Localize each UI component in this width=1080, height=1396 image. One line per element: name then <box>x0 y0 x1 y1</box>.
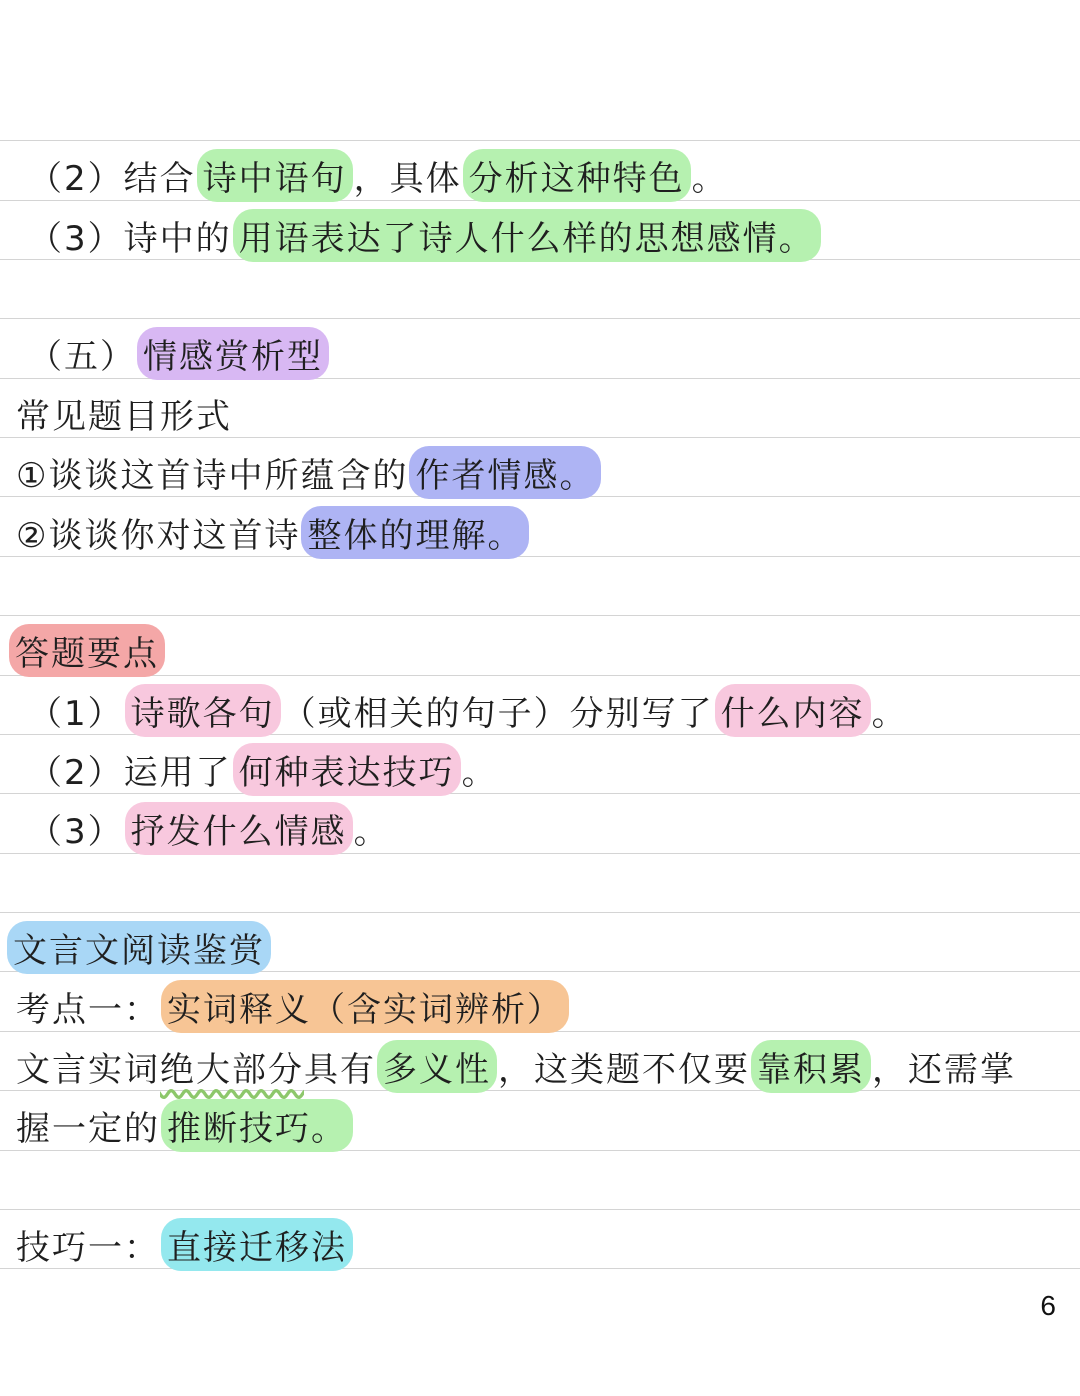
line-prefix: （3）诗中的 <box>28 219 232 259</box>
tip-1 <box>0 1215 1080 1274</box>
line-text: ②谈谈你对这首诗 <box>16 516 301 556</box>
line-text: 。 <box>691 159 728 199</box>
question-2 <box>0 503 1080 562</box>
highlight-sky: 文言文阅读鉴赏 <box>7 921 271 974</box>
line-text: 常见题目形式 <box>16 397 232 437</box>
line-text: 。 <box>871 694 908 734</box>
highlight-orange: 实词释义（含实词辨析） <box>161 980 569 1033</box>
line-prefix: （2）运用了 <box>28 753 232 793</box>
line-text: 文言实词 <box>16 1050 160 1090</box>
highlight-red: 答题要点 <box>9 624 165 677</box>
common-forms-label <box>0 384 1080 443</box>
paragraph-line-2 <box>0 1096 1080 1155</box>
rule-line <box>0 912 1080 913</box>
paragraph-line-1 <box>0 1037 1080 1096</box>
rule-line <box>0 140 1080 141</box>
line-text: 。 <box>353 812 390 852</box>
question-1 <box>0 443 1080 502</box>
highlight-violet: 整体的理解。 <box>301 506 529 559</box>
rule-line <box>0 615 1080 616</box>
highlight-pink: 何种表达技巧 <box>233 743 461 796</box>
rule-line <box>0 1209 1080 1210</box>
answer-points-heading <box>0 621 1080 680</box>
answer-point-3 <box>0 799 1080 858</box>
highlight-violet: 作者情感。 <box>409 446 601 499</box>
highlight-cyan: 直接迁移法 <box>161 1218 353 1271</box>
highlight-pink: 抒发什么情感 <box>125 802 353 855</box>
highlight-green: 分析这种特色 <box>463 149 691 202</box>
section-number: （五） <box>28 337 136 377</box>
highlight-purple: 情感赏析型 <box>137 327 329 380</box>
highlight-green: 用语表达了诗人什么样的思想感情。 <box>233 209 821 262</box>
classical-heading <box>0 918 1080 977</box>
line-text: （或相关的句子）分别写了 <box>281 694 714 734</box>
highlight-green: 诗中语句 <box>197 149 353 202</box>
highlight-pink: 什么内容 <box>715 684 871 737</box>
line-text: ，还需掌 <box>872 1050 1016 1090</box>
section-heading <box>0 324 1080 383</box>
line-text: ，具体 <box>353 159 462 199</box>
highlight-pink: 诗歌各句 <box>125 684 281 737</box>
answer-point-2 <box>0 740 1080 799</box>
line-prefix: （1） <box>28 694 124 734</box>
note-line-2 <box>0 146 1080 205</box>
page-number: 6 <box>1040 1290 1056 1321</box>
wavy-underline-text: 绝大部分 <box>160 1050 304 1090</box>
line-text: 握一定的 <box>16 1109 160 1149</box>
line-text: ，这类题不仅要 <box>498 1050 750 1090</box>
line-prefix: （2）结合 <box>28 159 196 199</box>
highlight-green: 推断技巧。 <box>161 1099 353 1152</box>
line-text: 具有 <box>304 1050 376 1090</box>
line-prefix: 技巧一： <box>16 1228 160 1268</box>
line-prefix: （3） <box>28 812 124 852</box>
rule-line <box>0 318 1080 319</box>
line-text: ①谈谈这首诗中所蕴含的 <box>16 456 409 496</box>
line-prefix: 考点一： <box>16 990 160 1030</box>
highlight-green: 靠积累 <box>751 1040 871 1093</box>
note-line-3 <box>0 206 1080 265</box>
line-text: 。 <box>461 753 498 793</box>
exam-point-1 <box>0 977 1080 1036</box>
answer-point-1 <box>0 681 1080 740</box>
highlight-green: 多义性 <box>377 1040 497 1093</box>
